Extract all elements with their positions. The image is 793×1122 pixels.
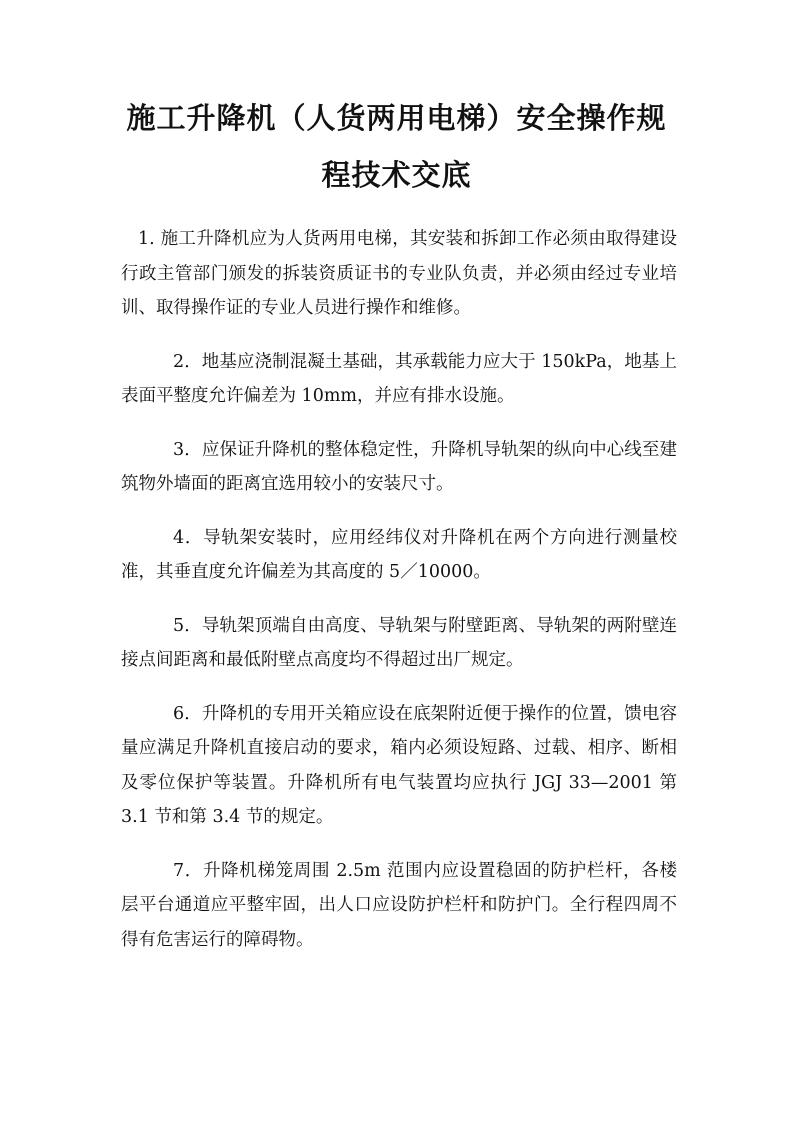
document-title-line-1: 施工升降机（人货两用电梯）安全操作规 bbox=[126, 101, 667, 135]
paragraph-1: 1. 施工升降机应为人货两用电梯，其安装和拆卸工作必须由取得建设行政主管部门颁发的拆装资质证书的专业队负责，并必须由经过专业培训、取得操作证的专业人员进行操作和维修。 bbox=[121, 229, 677, 318]
paragraph-4: 4．导轨架安装时，应用经纬仪对升降机在两个方向进行测量校准，其垂直度允许偏差为其高度的 5／10000。 bbox=[121, 527, 677, 582]
paragraph-5: 5．导轨架顶端自由高度、导轨架与附壁距离、导轨架的两附壁连接点间距离和最低附壁点高度均不得超过出厂规定。 bbox=[121, 615, 677, 670]
paragraph-3: 3．应保证升降机的整体稳定性，升降机导轨架的纵向中心线至建筑物外墙面的距离宜选用较小的安装尺寸。 bbox=[121, 439, 677, 494]
paragraph-7: 7．升降机梯笼周围 2.5m 范围内应设置稳固的防护栏杆，各楼层平台通道应平整牢固，出人口应设防护栏杆和防护门。全行程四周不得有危害运行的障碍物。 bbox=[121, 860, 677, 950]
paragraph-6: 6．升降机的专用开关箱应设在底架附近便于操作的位置，馈电容量应满足升降机直接启动的要求，箱内必须设短路、过载、相序、断相及零位保护等装置。升降机所有电气装置均应执行 JGJ 33—2001 第 3.1 节和第 3.4 节的规定。 bbox=[121, 703, 677, 827]
paragraph-2: 2．地基应浇制混凝土基础，其承载能力应大于 150kPa，地基上表面平整度允许偏差为 10mm，并应有排水设施。 bbox=[121, 351, 677, 406]
document-title-line-2: 程技术交底 bbox=[321, 158, 472, 192]
document-body bbox=[121, 222, 677, 957]
